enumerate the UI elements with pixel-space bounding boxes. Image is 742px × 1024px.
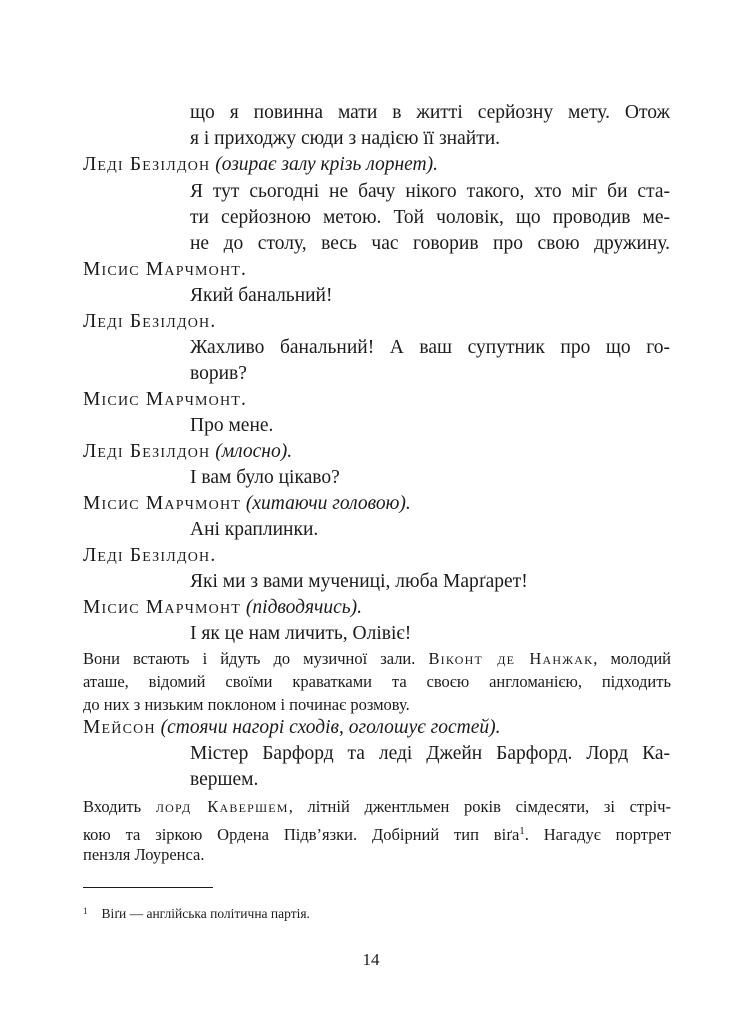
stage-direction: (підводячись). xyxy=(245,597,363,618)
speech-line: Які ми з вами мучениці, люба Марґарет! xyxy=(190,571,528,592)
speaker-name: Місис Марчмонт xyxy=(83,597,242,618)
speaker-name: Леді Безілдон. xyxy=(83,545,217,566)
speaker-name: Місис Марчмонт. xyxy=(83,389,248,410)
speech-line: не до столу, весь час говорив про свою дружину. xyxy=(190,233,670,254)
speaker-line xyxy=(83,716,500,740)
speech-line: вершем. xyxy=(190,769,259,790)
speech-line: Про мене. xyxy=(190,415,274,436)
stage-paragraph-line: Входить лорд Кавершем, літній джентльмен років сімдесяти, зі стріч- xyxy=(83,797,671,816)
speaker-line xyxy=(83,492,411,516)
stage-paragraph-line: аташе, відомий своїми краватками та своєю англоманією, підходить xyxy=(83,672,671,691)
speech-line: Я тут сьогодні не бачу нікого такого, хто міг би ста- xyxy=(190,181,670,202)
speaker-name: Леді Безілдон xyxy=(83,154,211,175)
speaker-line xyxy=(83,388,247,412)
speaker-line xyxy=(83,258,247,282)
speech-line: ти серйозною метою. Той чоловік, що проводив ме- xyxy=(190,207,670,228)
footnote-rule xyxy=(83,887,213,888)
stage-direction: (хитаючи головою). xyxy=(245,493,411,514)
footnote-text: Віґи — англійська політична партія. xyxy=(101,906,310,921)
speaker-line xyxy=(83,310,216,334)
speech-line: що я повинна мати в житті серйозну мету. Отож xyxy=(190,102,670,123)
speaker-name: Місис Марчмонт. xyxy=(83,259,248,280)
speech-line: ворив? xyxy=(190,363,247,384)
stage-direction: (озирає залу крізь лорнет). xyxy=(215,154,438,175)
speech-line: І вам було цікаво? xyxy=(190,467,340,488)
speaker-name: Мейсон xyxy=(83,717,156,738)
speech-line: Містер Барфорд та леді Джейн Барфорд. Лорд Ка- xyxy=(190,743,670,764)
footnote-ref: 1 xyxy=(519,825,525,837)
speaker-name: Леді Безілдон xyxy=(83,441,211,462)
speaker-line xyxy=(83,596,362,620)
speech-line: Який банальний! xyxy=(190,285,333,306)
stage-paragraph-line: кою та зіркою Ордена Підв’язки. Добірний тип віґа$^1$. Нагадує портрет xyxy=(83,825,671,844)
footnote xyxy=(83,902,310,923)
speaker-name: Леді Безілдон. xyxy=(83,311,217,332)
speaker-name: Місис Марчмонт xyxy=(83,493,242,514)
stage-paragraph-line: до них з низьким поклоном і починає розмову. xyxy=(83,695,410,714)
speech-line: І як це нам личить, Олівіє! xyxy=(190,623,412,644)
speech-line: я і приходжу сюди з надією її знайти. xyxy=(190,128,501,149)
speaker-line xyxy=(83,440,292,464)
stage-direction: (стоячи нагорі сходів, оголошує гостей). xyxy=(160,717,501,738)
speaker-line xyxy=(83,153,438,177)
stage-paragraph-line: пензля Лоуренса. xyxy=(83,845,205,864)
speech-line: Ані краплинки. xyxy=(190,519,319,540)
footnote-number: 1 xyxy=(83,906,88,916)
speech-line: Жахливо банальний! А ваш супутник про що го- xyxy=(190,337,670,358)
stage-direction: (млосно). xyxy=(215,441,293,462)
page-number: 14 xyxy=(362,950,380,969)
stage-paragraph-line: Вони встають і йдуть до музичної зали. Віконт де Нанжак, молодий xyxy=(83,649,671,668)
speaker-line xyxy=(83,544,216,568)
